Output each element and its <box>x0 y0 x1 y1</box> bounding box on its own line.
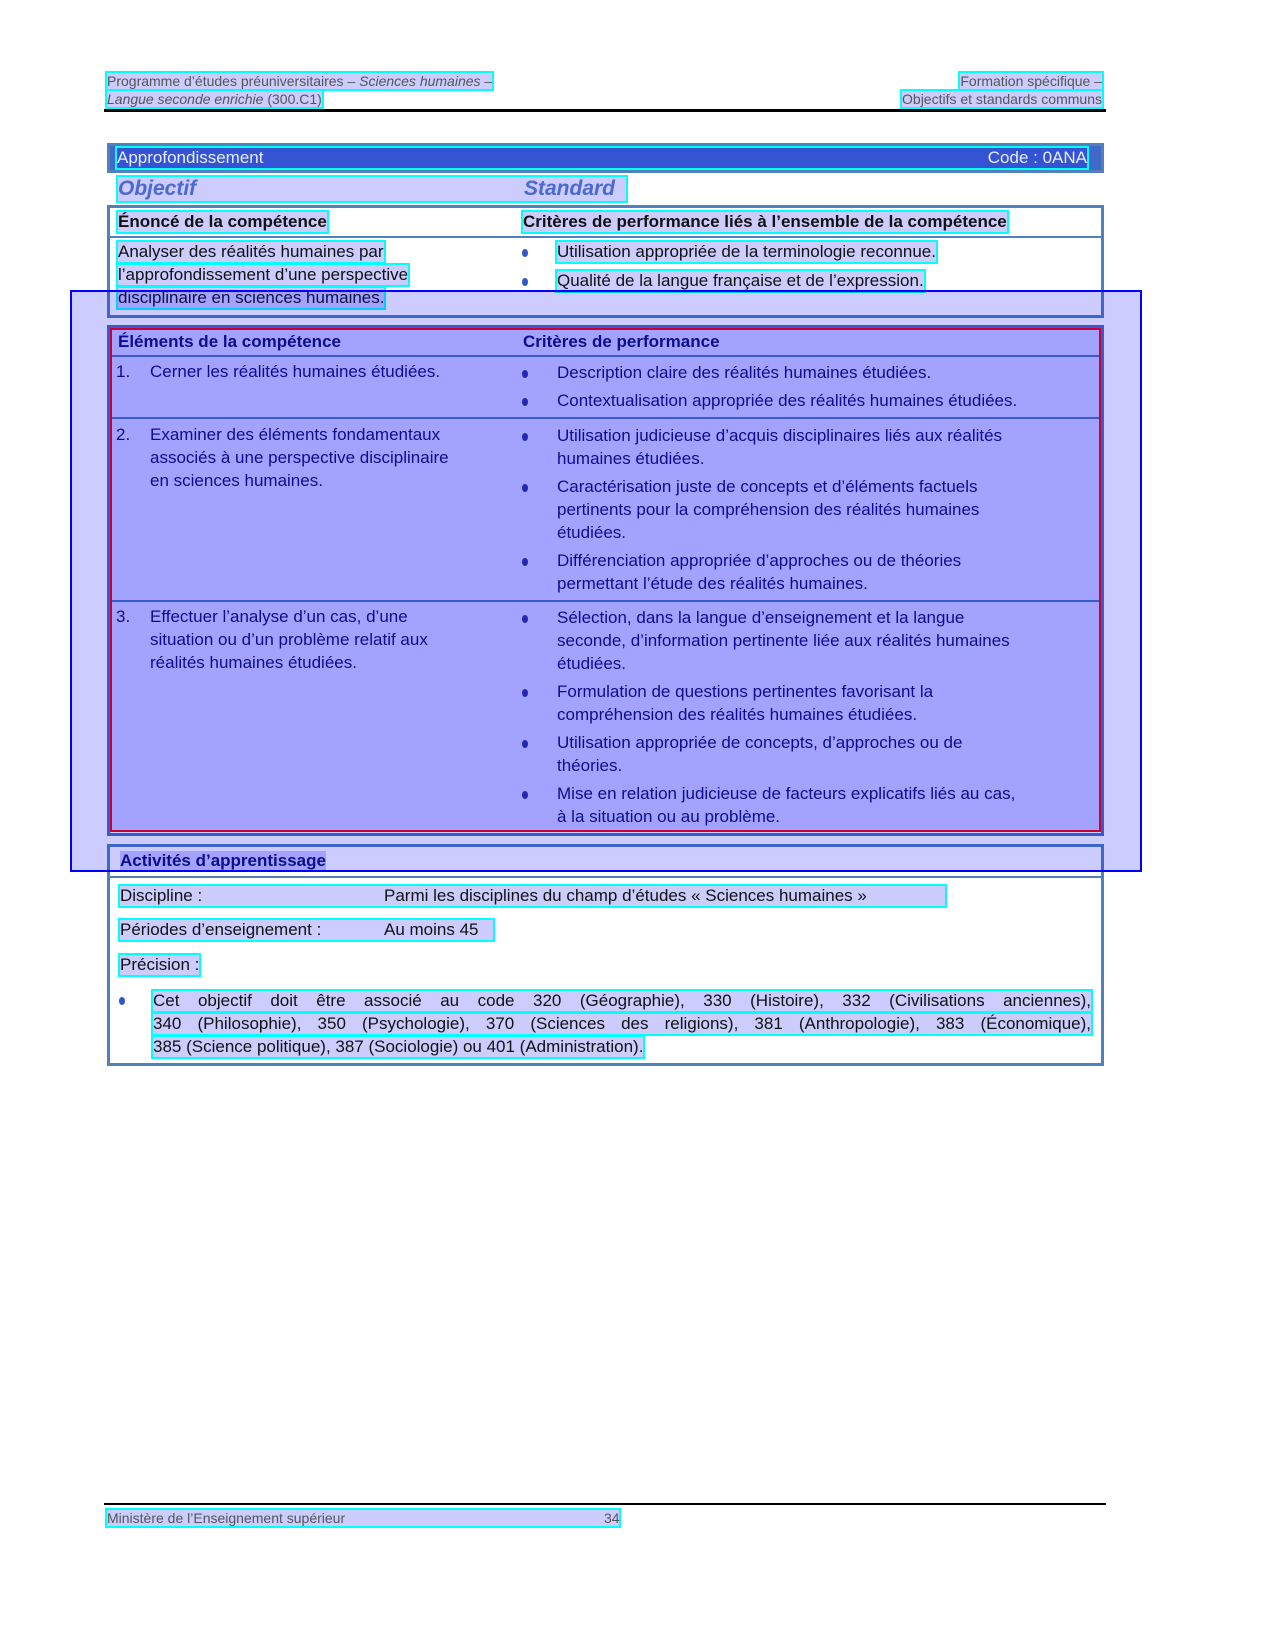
element-line: associés à une perspective disciplinaire <box>150 448 449 467</box>
criterion-line: seconde, d’information pertinente liée aux réalités humaines <box>557 631 1010 650</box>
bullet-icon <box>522 278 528 286</box>
discipline-label: Discipline : <box>120 886 203 905</box>
criterion-line: pertinents pour la compréhension des réalités humaines <box>557 500 980 519</box>
bullet-icon <box>522 398 528 406</box>
criterion-line: permettant l’étude des réalités humaines. <box>557 574 868 593</box>
section-code: Code : 0ANA <box>987 148 1087 167</box>
criterion-line: à la situation ou au problème. <box>557 807 781 826</box>
bullet-icon <box>522 484 528 492</box>
element-line: Effectuer l’analyse d’un cas, d’une <box>150 607 408 626</box>
precision-line: 340 (Philosophie), 350 (Psychologie), 370 (Sciences des religions), 381 (Anthropologie), 383 (Économique), <box>153 1014 1091 1033</box>
statement-line: l’approfondissement d’une perspective <box>118 265 409 284</box>
header-program: Programme d’études préuniversitaires – <box>107 73 360 89</box>
bullet-icon <box>522 433 528 441</box>
bullet-icon <box>522 249 528 257</box>
section-title: Approfondissement <box>117 148 264 167</box>
criterion-line: Utilisation appropriée de la terminologie reconnue. <box>557 242 936 261</box>
precision-line: Cet objectif doit être associé au code 320 (Géographie), 330 (Histoire), 332 (Civilisations anciennes), <box>153 991 1091 1010</box>
footer-rule <box>104 1503 1106 1505</box>
element-line: en sciences humaines. <box>150 471 323 490</box>
bullet-icon <box>522 791 528 799</box>
footer-ministry: Ministère de l’Enseignement supérieur <box>107 1510 346 1526</box>
element-line: Examiner des éléments fondamentaux <box>150 425 441 444</box>
precision-label: Précision : <box>120 955 200 974</box>
header-right-line1: Formation spécifique – <box>960 73 1102 89</box>
criterion-line: étudiées. <box>557 654 626 673</box>
periods-label: Périodes d’enseignement : <box>120 920 322 939</box>
header-left-line1 <box>107 73 492 89</box>
criterion-line: Formulation de questions pertinentes favorisant la <box>557 682 934 701</box>
bullet-icon <box>522 740 528 748</box>
footer <box>107 1510 619 1526</box>
element-line: situation ou d’un problème relatif aux <box>150 630 428 649</box>
criterion-line: Qualité de la langue française et de l’expression. <box>557 271 924 290</box>
criterion-line: Utilisation judicieuse d’acquis disciplinaires liés aux réalités <box>557 426 1003 445</box>
element-line: Cerner les réalités humaines étudiées. <box>150 362 441 381</box>
divider <box>110 876 1101 878</box>
criterion-line: Contextualisation appropriée des réalités humaines étudiées. <box>557 391 1018 410</box>
criterion-line: Caractérisation juste de concepts et d’éléments factuels <box>557 477 978 496</box>
criterion-line: Différenciation appropriée d’approches ou de théories <box>557 551 962 570</box>
header-dash: – <box>480 73 493 89</box>
bullet-icon <box>522 689 528 697</box>
discipline-row <box>120 886 945 906</box>
criterion-line: Sélection, dans la langue d’enseignement et la langue <box>557 608 965 627</box>
bullet-icon <box>522 615 528 623</box>
activities-title: Activités d’apprentissage <box>120 851 326 870</box>
bullet-icon <box>119 997 125 1005</box>
divider <box>112 417 1099 419</box>
element-number: 3. <box>116 607 131 626</box>
bullet-icon <box>522 558 528 566</box>
divider <box>112 600 1099 602</box>
element-line: réalités humaines étudiées. <box>150 653 357 672</box>
divider <box>110 236 1101 238</box>
criterion-line: théories. <box>557 756 623 775</box>
criterion-line: humaines étudiées. <box>557 449 705 468</box>
elements-header-left: Éléments de la compétence <box>118 332 341 351</box>
divider <box>112 355 1099 357</box>
element-number: 1. <box>116 362 131 381</box>
objectif-label <box>118 177 626 201</box>
header-right-line2: Objectifs et standards communs <box>902 91 1102 107</box>
standard-label: Standard <box>524 177 616 200</box>
precision-line: 385 (Science politique), 387 (Sociologie) ou 401 (Administration). <box>153 1037 644 1056</box>
header-variant: Langue seconde enrichie <box>107 91 264 107</box>
header-code: (300.C1) <box>263 91 322 107</box>
page-number: 34 <box>604 1510 620 1526</box>
header-left-line2 <box>107 91 322 107</box>
criterion-line: Mise en relation judicieuse de facteurs explicatifs liés au cas, <box>557 784 1016 803</box>
criterion-line: étudiées. <box>557 523 626 542</box>
objectif-text: Objectif <box>118 177 197 200</box>
criterion-line: Description claire des réalités humaines étudiées. <box>557 363 932 382</box>
header-rule <box>104 109 1106 112</box>
title-bar-text <box>117 148 1087 168</box>
elements-header-right: Critères de performance <box>523 332 720 351</box>
criterion-line: Utilisation appropriée de concepts, d’approches ou de <box>557 733 963 752</box>
header-program-name: Sciences humaines <box>359 73 481 89</box>
periods-value: Au moins 45 <box>384 920 479 939</box>
bullet-icon <box>522 370 528 378</box>
periods-row <box>120 920 493 940</box>
element-number: 2. <box>116 425 131 444</box>
criterion-line: compréhension des réalités humaines étudiées. <box>557 705 918 724</box>
statement-line: disciplinaire en sciences humaines. <box>118 288 385 307</box>
competence-header-left: Énoncé de la compétence <box>118 212 327 231</box>
statement-line: Analyser des réalités humaines par <box>118 242 384 261</box>
competence-header-right: Critères de performance liés à l’ensemble de la compétence <box>523 212 1007 231</box>
discipline-value: Parmi les disciplines du champ d’études « Sciences humaines » <box>384 886 867 905</box>
